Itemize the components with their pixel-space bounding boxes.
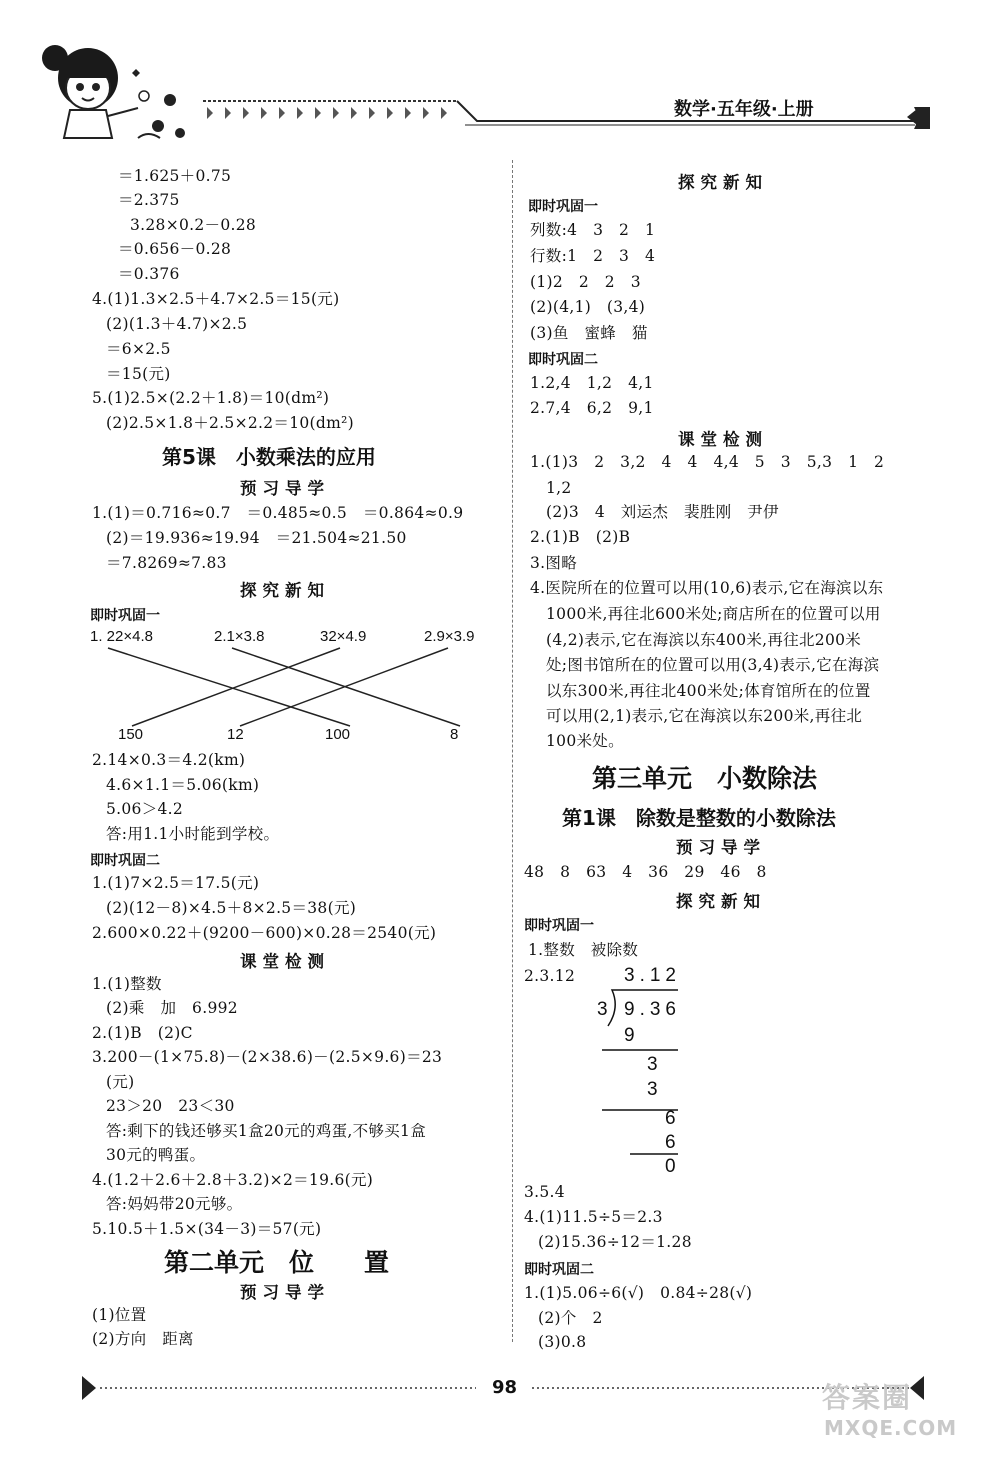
match-bottom-item: 100 [325, 726, 351, 743]
text-line: 答:用1.1小时能到学校。 [106, 825, 280, 843]
text-line: 4.医院所在的位置可以用(10,6)表示,它在海滨以东 [530, 579, 884, 597]
division-step: 6 [665, 1132, 681, 1153]
text-line: 3.图略 [530, 554, 577, 572]
text-line: 3.200－(1×75.8)－(2×38.6)－(2.5×9.6)＝23 [92, 1048, 443, 1066]
text-line: 2.600×0.22＋(9200－600)×0.28＝2540(元) [92, 924, 437, 942]
text-line: 2.7,4 6,2 9,1 [530, 399, 654, 417]
text-line: 2.(1)B (2)C [92, 1024, 193, 1042]
subsection-title: 即时巩固二 [90, 853, 160, 869]
text-line: 1.(1)5.06÷6(√) 0.84÷28(√) [524, 1284, 753, 1302]
text-line: 23＞20 23＜30 [106, 1097, 235, 1115]
header-decor-line [195, 95, 935, 127]
text-line: 5.10.5＋1.5×(34－3)＝57(元) [92, 1220, 322, 1238]
watermark-brand: 答案圈 [822, 1381, 913, 1414]
text-line: 4.(1)1.3×2.5＋4.7×2.5＝15(元) [92, 290, 340, 308]
text-line: ＝6×2.5 [106, 340, 171, 358]
matching-lines [80, 640, 500, 740]
lesson-title: 第5课 小数乘法的应用 [162, 445, 376, 469]
text-line: 2.3.12 [524, 967, 576, 985]
lesson-title: 第1课 除数是整数的小数除法 [562, 806, 836, 830]
text-line: 48 8 63 4 36 29 46 8 [524, 863, 767, 881]
text-line: (2)(4,1) (3,4) [530, 298, 646, 316]
unit-title: 第三单元 小数除法 [592, 764, 818, 793]
text-line: 30元的鸭蛋。 [106, 1146, 206, 1164]
text-line: 4.(1)11.5÷5＝2.3 [524, 1208, 663, 1226]
subject-title: 数学·五年级·上册 [674, 99, 814, 120]
text-line: 1.整数 被除数 [528, 941, 639, 959]
text-line: 1.2,4 1,2 4,1 [530, 374, 654, 392]
text-line: (2)＝19.936≈19.94 ＝21.504≈21.50 [106, 529, 407, 547]
division-dividend: 9.36 [624, 999, 681, 1020]
division-step: 3 [647, 1079, 663, 1100]
section-title: 预习导学 [240, 479, 330, 498]
match-top-item: 32×4.9 [320, 628, 367, 645]
section-title: 探究新知 [240, 581, 330, 600]
text-line: ＝7.8269≈7.83 [106, 554, 227, 572]
text-line: (3)鱼 蜜蜂 猫 [530, 324, 648, 342]
text-line: (2)15.36÷12＝1.28 [538, 1233, 692, 1251]
column-divider [512, 160, 513, 1342]
unit-title: 第二单元 位 置 [164, 1248, 390, 1277]
text-line: ＝15(元) [106, 365, 171, 383]
text-line: 5.06＞4.2 [106, 800, 184, 818]
text-line: (2)3 4 刘运杰 裴胜刚 尹伊 [546, 503, 779, 521]
text-line: 3.28×0.2－0.28 [130, 216, 257, 234]
section-title: 课堂检测 [240, 952, 330, 971]
text-line: (2)(12－8)×4.5＋8×2.5＝38(元) [106, 899, 357, 917]
section-title: 探究新知 [678, 173, 768, 192]
text-line: 3.5.4 [524, 1183, 565, 1201]
text-line: (元) [106, 1073, 135, 1091]
text-line: 1.(1)整数 [92, 975, 162, 993]
text-line: (2)乘 加 6.992 [106, 999, 238, 1017]
girl-mascot-icon [20, 38, 190, 148]
text-line: 答:妈妈带20元够。 [106, 1195, 243, 1213]
text-line: 2.14×0.3＝4.2(km) [92, 751, 246, 769]
text-line: 可以用(2,1)表示,它在海滨以东200米,再往北 [546, 707, 863, 725]
text-line: (2)2.5×1.8＋2.5×2.2＝10(dm²) [106, 414, 354, 432]
text-line: (4,2)表示,它在海滨以东400米,再往北200米 [546, 631, 862, 649]
subsection-title: 即时巩固一 [90, 608, 160, 624]
text-line: ＝0.376 [118, 265, 180, 283]
text-line: 4.6×1.1＝5.06(km) [106, 776, 260, 794]
text-line: ＝1.625＋0.75 [118, 167, 232, 185]
subsection-title: 即时巩固一 [528, 199, 598, 215]
page-number: 98 [492, 1377, 518, 1398]
text-line: 1000米,再往北600米处;商店所在的位置可以用 [546, 605, 881, 623]
subsection-title: 即时巩固二 [524, 1262, 594, 1278]
text-line: 1.(1)7×2.5＝17.5(元) [92, 874, 260, 892]
text-line: 100米处。 [546, 732, 624, 750]
text-line: 答:剩下的钱还够买1盒20元的鸡蛋,不够买1盒 [106, 1122, 426, 1140]
section-title: 探究新知 [676, 892, 766, 911]
section-title: 预习导学 [676, 838, 766, 857]
text-line: (2)方向 距离 [92, 1330, 194, 1348]
text-line: 2.(1)B (2)B [530, 528, 631, 546]
division-step: 6 [665, 1108, 681, 1129]
match-bottom-item: 150 [118, 726, 144, 743]
match-bottom-item: 12 [227, 726, 244, 743]
text-line: (3)0.8 [538, 1333, 587, 1351]
text-line: (1)2 2 2 3 [530, 273, 641, 291]
text-line: ＝0.656－0.28 [118, 240, 232, 258]
division-divisor: 3 [597, 999, 613, 1020]
section-title: 预习导学 [240, 1283, 330, 1302]
text-line: 列数:4 3 2 1 [530, 221, 656, 239]
division-step: 3 [647, 1054, 663, 1075]
subsection-title: 即时巩固一 [524, 918, 594, 934]
text-line: 5.(1)2.5×(2.2＋1.8)＝10(dm²) [92, 389, 330, 407]
match-bottom-item: 8 [450, 726, 459, 743]
text-line: 1.(1)＝0.716≈0.7 ＝0.485≈0.5 ＝0.864≈0.9 [92, 504, 464, 522]
match-top-item: 2.1×3.8 [214, 628, 265, 645]
text-line: 4.(1.2＋2.6＋2.8＋3.2)×2＝19.6(元) [92, 1171, 374, 1189]
match-top-item: 2.9×3.9 [424, 628, 475, 645]
text-line: 以东300米,再往北400米处;体育馆所在的位置 [546, 682, 871, 700]
text-line: 行数:1 2 3 4 [530, 247, 656, 265]
match-top-item: 1. 22×4.8 [90, 628, 153, 645]
text-line: ＝2.375 [118, 191, 180, 209]
subsection-title: 即时巩固二 [528, 352, 598, 368]
division-quotient: 3.12 [624, 965, 681, 986]
division-step: 0 [665, 1156, 681, 1177]
watermark-url: MXQE.COM [824, 1416, 958, 1440]
text-line: 1,2 [546, 479, 572, 497]
text-line: (2)(1.3＋4.7)×2.5 [106, 315, 248, 333]
text-line: 处;图书馆所在的位置可以用(3,4)表示,它在海滨 [546, 656, 880, 674]
text-line: (1)位置 [92, 1306, 147, 1324]
text-line: 1.(1)3 2 3,2 4 4 4,4 5 3 5,3 1 2 [530, 453, 885, 471]
section-title: 课堂检测 [678, 430, 768, 449]
text-line: (2)个 2 [538, 1309, 603, 1327]
header-corner-icon [910, 105, 932, 131]
division-step: 9 [624, 1025, 640, 1046]
